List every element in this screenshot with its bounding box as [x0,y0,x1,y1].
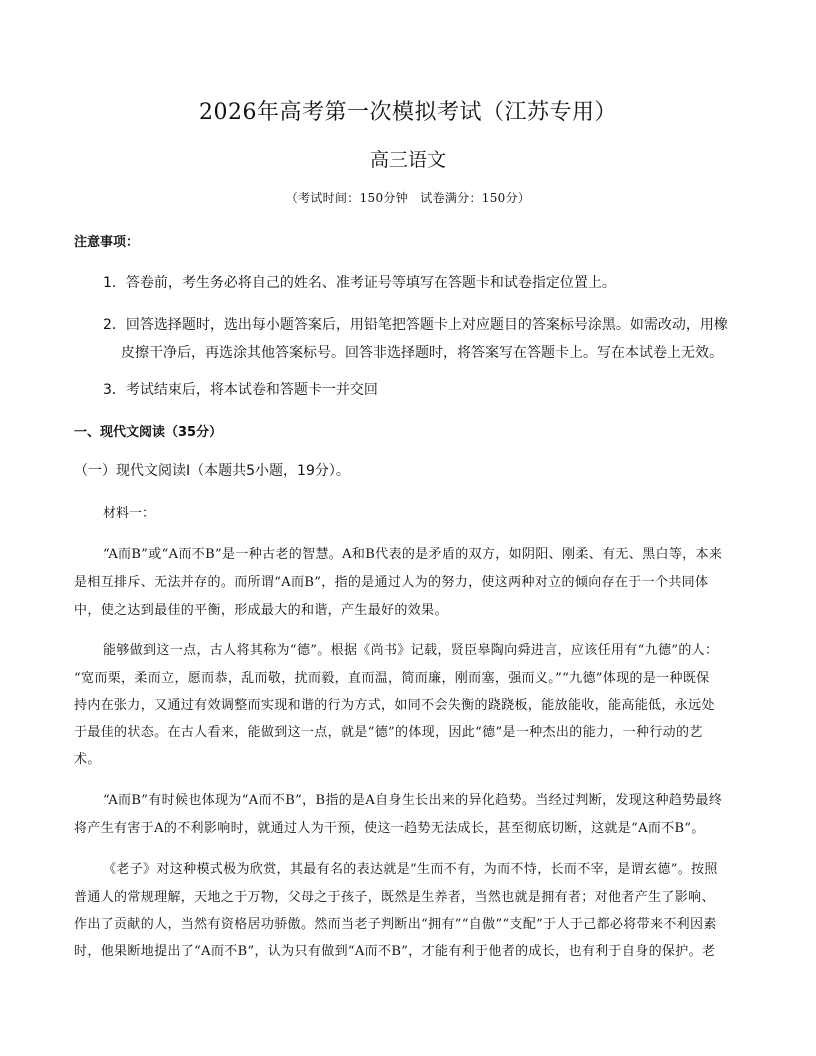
passage-line: 中，使之达到最佳的平衡，形成最大的和谐，产生最好的效果。 [74,603,448,618]
notice-heading: 注意事项： [74,235,140,250]
passage-line: “A而B”有时候也体现为“A而不B”，B指的是A自身生长出来的异化趋势。当经过判断，发现这种趋势最终 [103,793,723,808]
exam-subject: 高三语文 [369,149,446,171]
passage-line: “A而B”或“A而不B”是一种古老的智慧。A和B代表的是矛盾的双方，如阴阳、刚柔、有无、黑白等，本来 [103,547,723,562]
passage-line: 能够做到这一点，古人将其称为“德”。根据《尚书》记载，贤臣皋陶向舜进言，应该任用有“九德”的人： [103,643,719,658]
exam-title: 2026年高考第一次模拟考试（江苏专用） [199,100,617,125]
material-label: 材料一： [103,506,156,521]
passage-line: 于最佳的状态。在古人看来，能做到这一点，就是“德”的体现，因此“德”是一种杰出的能力，一种行动的艺 [74,725,703,740]
part-heading: （一）现代文阅读Ⅰ（本题共5小题，19分）。 [74,463,350,479]
passage-line: 持内在张力，又通过有效调整而实现和谐的行为方式，如同不会失衡的跷跷板，能放能收，能高能低，永远处 [74,698,715,713]
passage-line: 普通人的常规理解，天地之于万物，父母之于孩子，既然是生养者，当然也就是拥有者；对他者产生了影响、 [74,890,715,905]
passage-line: 时，他果断地提出了“A而不B”，认为只有做到“A而不B”，才能有利于他者的成长，也有利于自身的保护。老 [74,944,716,959]
notice-item-3: 3．考试结束后，将本试卷和答题卡一并交回 [103,382,378,398]
passage-line: “宽而栗，柔而立，愿而恭，乱而敬，扰而毅，直而温，简而廉，刚而塞，强而义。”“九德”体现的是一种既保 [74,671,710,686]
exam-info: （考试时间：150分钟 试卷满分：150分） [285,191,531,205]
passage-line: 《老子》对这种模式极为欣赏，其最有名的表达就是“生而不有，为而不恃，长而不宰，是谓玄德”。按照 [103,862,718,877]
passage-line: 是相互排斥、无法并存的。而所谓“A而B”，指的是通过人为的努力，使这两种对立的倾向存在于一个共同体 [74,575,709,590]
notice-item-2-continued: 皮擦干净后，再选涂其他答案标号。回答非选择题时，将答案写在答题卡上。写在本试卷上无效。 [121,345,723,361]
passage-line: 将产生有害于A的不利影响时，就通过人为干预，使这一趋势无法成长，甚至彻底切断，这就是“A而不B”。 [74,821,705,836]
passage-line: 术。 [74,752,101,767]
notice-item-1: 1．答卷前，考生务必将自己的姓名、准考证号等填写在答题卡和试卷指定位置上。 [103,275,616,291]
notice-item-2: 2．回答选择题时，选出每小题答案后，用铅笔把答题卡上对应题目的答案标号涂黑。如需改动，用橡 [103,317,728,333]
passage-line: 作出了贡献的人，当然有资格居功骄傲。然而当老子判断出“拥有”“自傲”“支配”于人于己都必将带来不利因素 [74,917,717,932]
section-heading: 一、现代文阅读（35分） [74,425,223,440]
